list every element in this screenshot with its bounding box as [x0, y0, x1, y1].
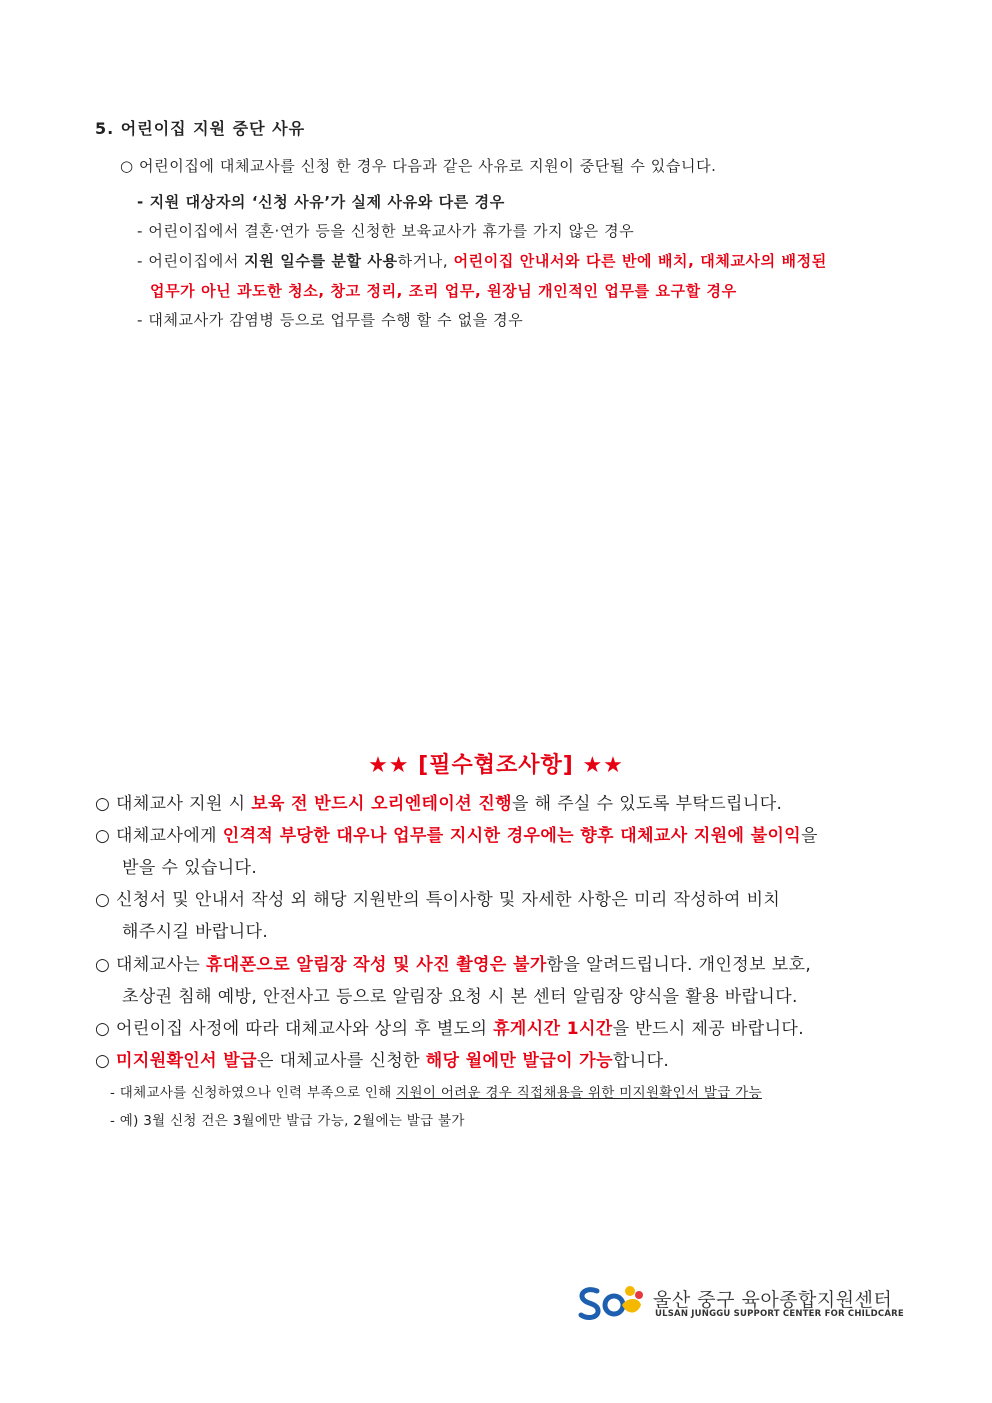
notice-subitem-2: - 예) 3월 신청 건은 3월에만 발급 가능, 2월에는 발급 불가 [110, 1113, 465, 1129]
notice-item-2-continued: 받을 수 있습니다. [122, 858, 258, 878]
notice-item-5-text-2: 을 반드시 제공 바랍니다. [612, 1019, 805, 1039]
center-name-korean: 울산 중구 육아종합지원센터 [653, 1289, 893, 1311]
notice-item-1-text-2: 을 해 주실 수 있도록 부탁드립니다. [511, 794, 783, 814]
center-name-english: ULSAN JUNGGU SUPPORT CENTER FOR CHILDCARE [655, 1309, 904, 1319]
center-logo [577, 1283, 904, 1323]
reason-item-3-emphasis: 어린이집 안내서와 다른 반에 배치, 대체교사의 배정된 [453, 252, 827, 270]
reason-item-3-text-2: 하거나, [397, 252, 454, 270]
reason-item-3 [137, 250, 827, 271]
reason-item-1: - 지원 대상자의 ‘신청 사유’가 실제 사유와 다른 경우 [137, 193, 505, 211]
notice-title: ★★ [필수협조사항] ★★ [368, 753, 624, 778]
notice-item-4 [95, 950, 811, 975]
section-intro: ○ 어린이집에 대체교사를 신청 한 경우 다음과 같은 사유로 지원이 중단될 수 있습니다. [120, 157, 717, 175]
notice-subitem-1-text: - 대체교사를 신청하였으나 인력 부족으로 인해 [110, 1085, 397, 1101]
reason-item-2: - 어린이집에서 결혼·연가 등을 신청한 보육교사가 휴가를 가지 않은 경우 [137, 222, 635, 240]
reason-item-3-text: - 어린이집에서 [137, 252, 245, 270]
notice-item-4-emphasis: 휴대폰으로 알림장 작성 및 사진 촬영은 불가 [205, 955, 547, 975]
notice-item-4-text-2: 함을 알려드립니다. 개인정보 보호, [546, 955, 812, 975]
reason-item-3-bold: 지원 일수를 분할 사용 [244, 252, 398, 270]
notice-item-6 [95, 1046, 669, 1071]
notice-item-6-text: 은 대체교사를 신청한 [256, 1051, 426, 1071]
notice-item-6-emphasis-2: 해당 월에만 발급이 가능 [425, 1051, 613, 1071]
notice-item-2-text: ○ 대체교사에게 [95, 826, 223, 846]
notice-item-6-bullet: ○ [95, 1051, 117, 1071]
notice-item-4-text: ○ 대체교사는 [95, 955, 206, 975]
notice-item-5 [95, 1014, 804, 1039]
reason-item-4: - 대체교사가 감염병 등으로 업무를 수행 할 수 없을 경우 [137, 311, 524, 329]
notice-item-6-emphasis: 미지원확인서 발급 [116, 1051, 257, 1071]
notice-item-4-continued: 초상권 침해 예방, 안전사고 등으로 알림장 요청 시 본 센터 알림장 양식을 활용 바랍니다. [122, 987, 798, 1007]
notice-item-1-text: ○ 대체교사 지원 시 [95, 794, 252, 814]
notice-item-2 [95, 821, 818, 846]
section-title: 5. 어린이집 지원 중단 사유 [95, 119, 306, 138]
notice-item-5-text: ○ 어린이집 사정에 따라 대체교사와 상의 후 별도의 [95, 1019, 494, 1039]
notice-subitem-1 [110, 1081, 762, 1101]
notice-item-3-continued: 해주시길 바랍니다. [122, 922, 269, 942]
notice-item-3: ○ 신청서 및 안내서 작성 외 해당 지원반의 특이사항 및 자세한 사항은 미리 작성하여 비치 [95, 890, 781, 910]
center-logo-mark-icon [577, 1283, 649, 1323]
notice-item-1 [95, 789, 782, 814]
notice-subitem-1-underlined: 지원이 어려운 경우 직접채용을 위한 미지원확인서 발급 가능 [396, 1085, 762, 1101]
notice-item-6-text-2: 합니다. [612, 1051, 670, 1071]
notice-item-1-emphasis: 보육 전 반드시 오리엔테이션 진행 [251, 794, 512, 814]
notice-item-5-emphasis: 휴게시간 1시간 [493, 1019, 613, 1039]
reason-item-3-continued: 업무가 아닌 과도한 청소, 창고 정리, 조리 업무, 원장님 개인적인 업무를 요구할 경우 [150, 282, 737, 300]
notice-item-2-text-2: 을 [801, 826, 818, 846]
notice-item-2-emphasis: 인격적 부당한 대우나 업무를 지시한 경우에는 향후 대체교사 지원에 불이익 [222, 826, 802, 846]
